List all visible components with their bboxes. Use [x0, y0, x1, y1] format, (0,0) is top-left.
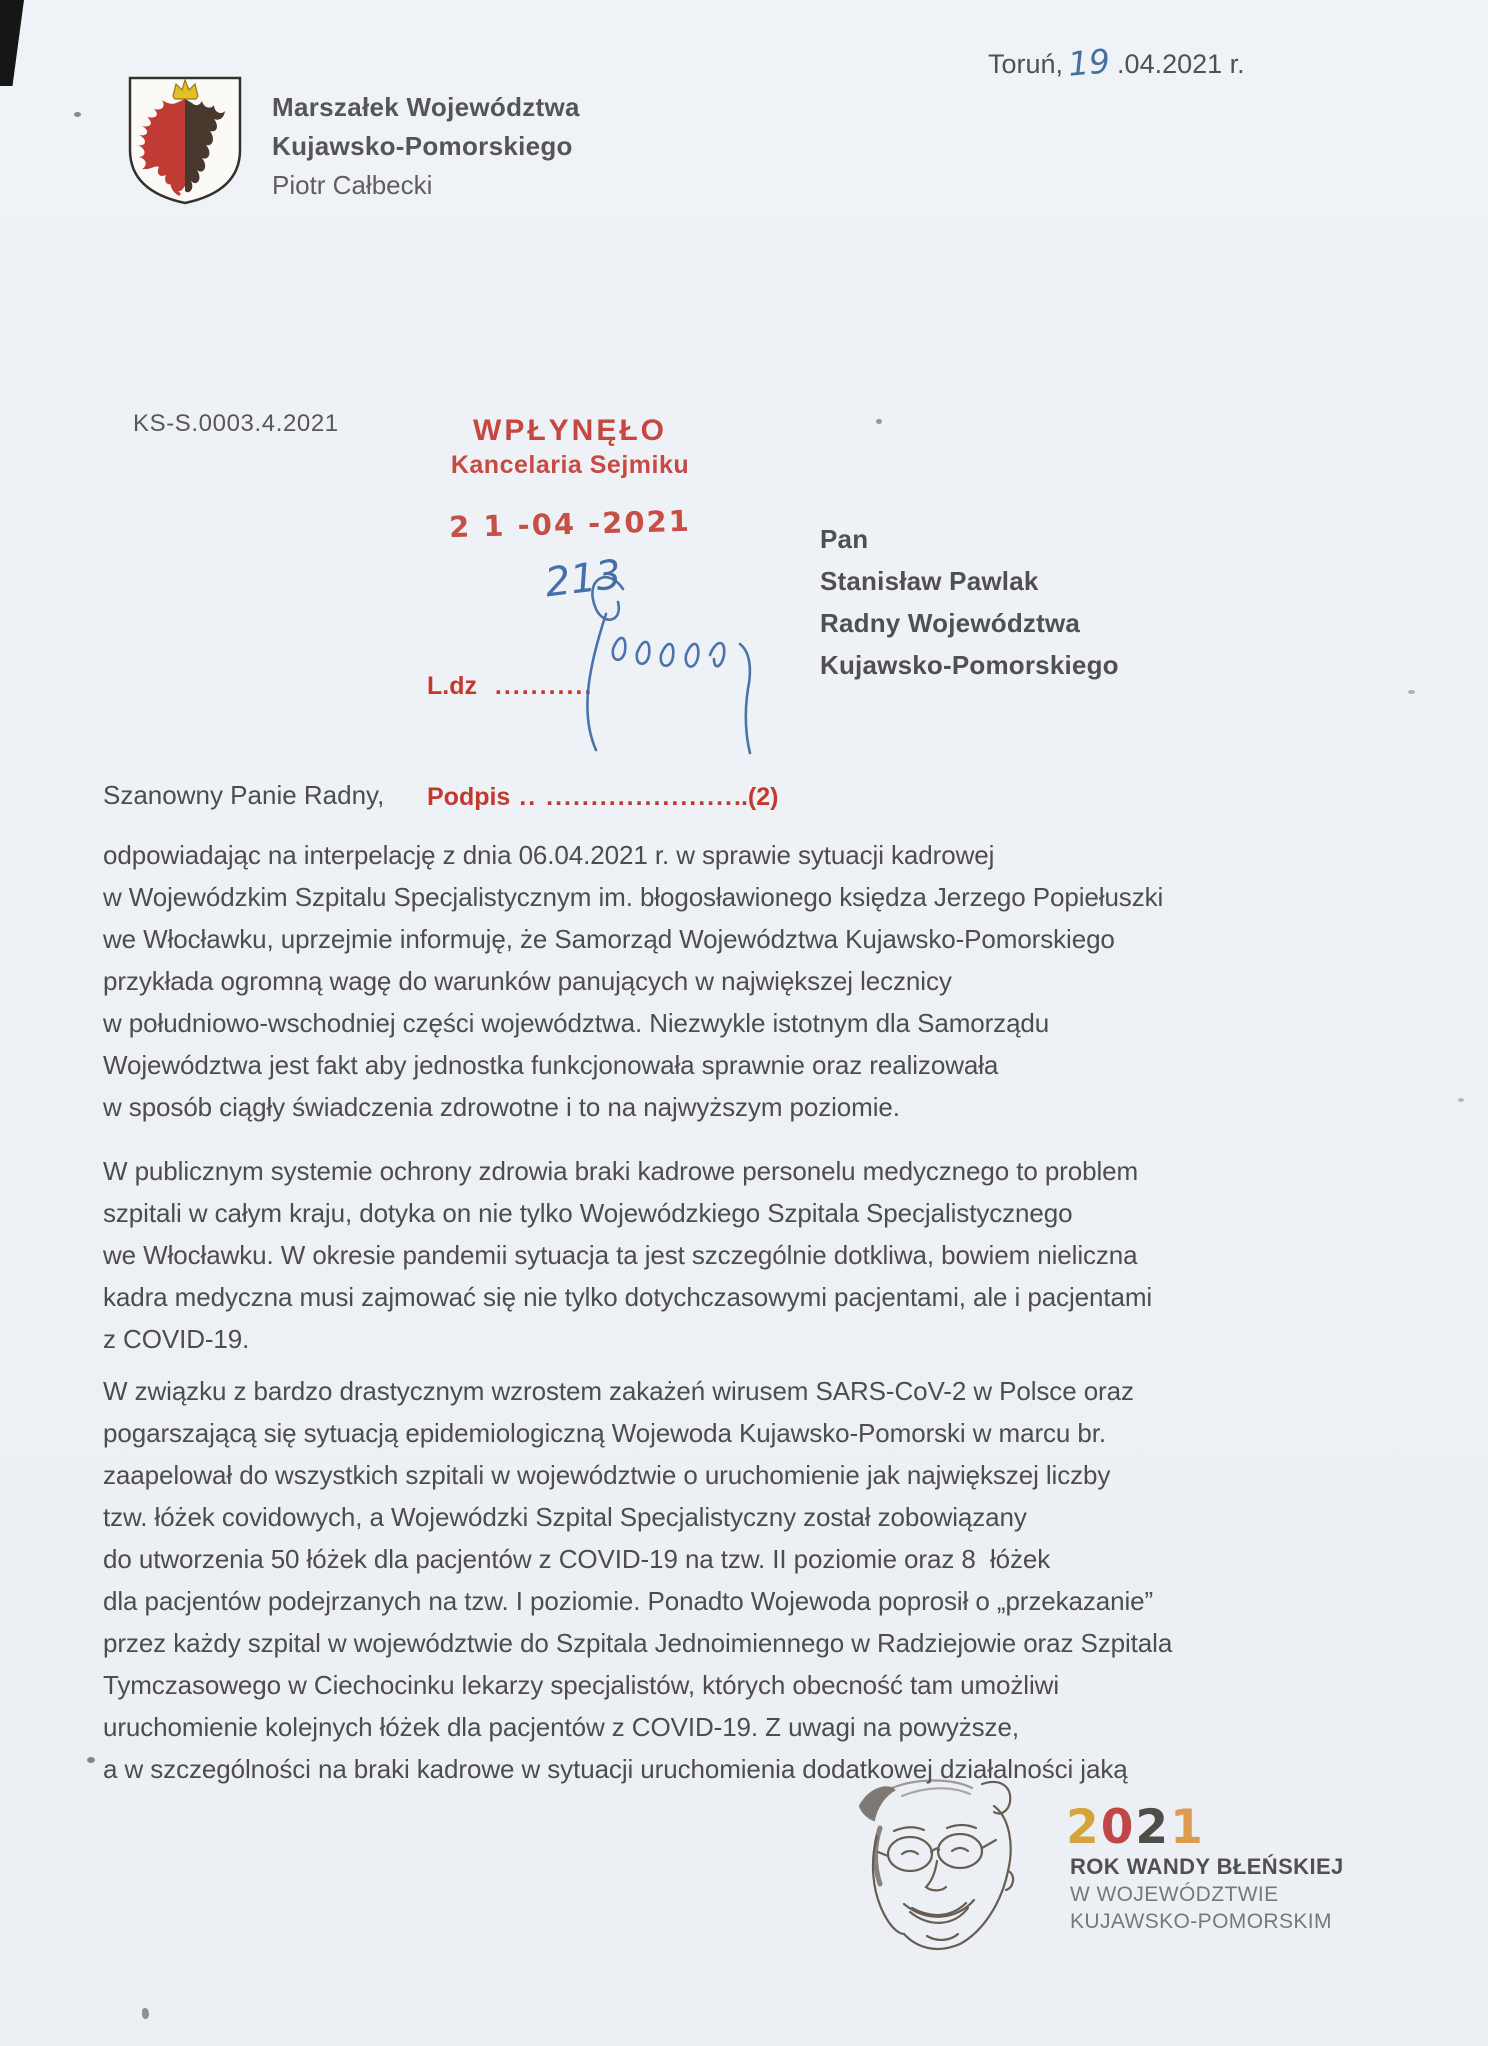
stamp-received-label: WPŁYNĘŁO — [473, 414, 667, 447]
scan-speck — [1408, 690, 1415, 694]
text-line: odpowiadając na interpelację z dnia 06.04.2021 r. w sprawie sytuacji kadrowej — [103, 840, 995, 870]
text-line: w południowo-wschodniej części województwa. Niezwykle istotnym dla Samorządu — [103, 1008, 1050, 1038]
handwritten-number: 213 — [542, 551, 624, 607]
year-digit: 0 — [1100, 1800, 1136, 1855]
stamp-office-label: Kancelaria Sejmiku — [450, 451, 690, 479]
text-line: we Włocławku. W okresie pandemii sytuacja ta jest szczególnie dotkliwa, bowiem nieliczna — [103, 1240, 1138, 1270]
ldz-dots: ........... — [477, 672, 594, 700]
text-line: z COVID-19. — [103, 1324, 250, 1354]
podpis-dots: .. ..................... — [510, 783, 734, 811]
text-line: szpitali w całym kraju, dotyka on nie tylko Wojewódzkiego Szpitala Specjalistycznego — [103, 1198, 1073, 1228]
logo-subtitle-1: W WOJEWÓDZTWIE — [1070, 1883, 1279, 1906]
intake-stamp — [420, 414, 720, 545]
text-line: W związku z bardzo drastycznym wzrostem zakażeń wirusem SARS-CoV-2 w Polsce oraz — [103, 1376, 1134, 1406]
text-line: Pan — [820, 524, 869, 554]
text-line: w sposób ciągły świadczenia zdrowotne i to na najwyższym poziomie. — [103, 1092, 900, 1122]
scan-artifact-corner — [0, 0, 24, 86]
stamp-date: 2 1 -04 -2021 — [448, 503, 692, 545]
date-rest: .04.2021 r. — [1117, 49, 1245, 79]
sender-title-line2: Kujawsko-Pomorskiego — [272, 131, 573, 161]
text-line: a w szczególności na braki kadrowe w sytuacji uruchomienia dodatkowej działalności jaką — [103, 1754, 1128, 1784]
date-line — [988, 41, 1245, 84]
scan-speck — [142, 2008, 149, 2019]
wanda-blenska-sketch-icon — [832, 1776, 1047, 1971]
handwritten-day: 19 — [1066, 41, 1112, 84]
recipient-block — [820, 518, 1119, 686]
signature-scribble-icon — [528, 574, 798, 756]
scan-speck — [87, 1757, 95, 1763]
text-line: Stanisław Pawlak — [820, 566, 1039, 596]
body-paragraph-2 — [103, 1150, 1152, 1360]
scan-speck — [876, 419, 882, 424]
sender-block — [272, 88, 580, 205]
reference-number: KS-S.0003.4.2021 — [133, 410, 339, 437]
year-digit: 2 — [1066, 1800, 1101, 1855]
copy-note: ..(2) — [734, 783, 779, 811]
text-line: Tymczasowego w Ciechocinku lekarzy specjalistów, których obecność tam umożliwi — [103, 1670, 1060, 1700]
text-line: przez każdy szpital w województwie do Szpitala Jednoimiennego w Radziejowie oraz Szpitala — [103, 1628, 1173, 1658]
text-line: Województwa jest fakt aby jednostka funkcjonowała sprawnie oraz realizowała — [103, 1050, 999, 1080]
date-city: Toruń, — [988, 49, 1064, 79]
body-paragraph-3 — [103, 1370, 1172, 1790]
year-2021 — [1066, 1800, 1205, 1855]
text-line: we Włocławku, uprzejmie informuję, że Samorząd Województwa Kujawsko-Pomorskiego — [103, 924, 1115, 954]
scan-speck — [1458, 1098, 1464, 1102]
text-line: tzw. łóżek covidowych, a Wojewódzki Szpital Specjalistyczny został zobowiązany — [103, 1502, 1027, 1532]
podpis-row — [427, 779, 778, 816]
text-line: kadra medyczna musi zajmować się nie tylko dotychczasowymi pacjentami, ale i pacjentami — [103, 1282, 1153, 1312]
logo-subtitle-2: KUJAWSKO-POMORSKIM — [1070, 1910, 1332, 1933]
podpis-label: Podpis — [427, 783, 511, 811]
text-line: przykłada ogromną wagę do warunków panujących w największej lecznicy — [103, 966, 952, 996]
sender-name: Piotr Całbecki — [272, 170, 433, 200]
ldz-label: L.dz — [427, 672, 477, 700]
logo-title: ROK WANDY BŁEŃSKIEJ — [1070, 1854, 1344, 1879]
text-line: pogarszającą się sytuacją epidemiologiczną Wojewoda Kujawsko-Pomorski w marcu br. — [103, 1418, 1106, 1448]
year-digit: 2 — [1135, 1800, 1171, 1855]
body-paragraph-1 — [103, 834, 1163, 1128]
text-line: dla pacjentów podejrzanych na tzw. I poziomie. Ponadto Wojewoda poprosił o „przekazanie” — [103, 1586, 1154, 1616]
text-line: Radny Województwa — [820, 608, 1081, 638]
year-digit: 1 — [1170, 1800, 1205, 1855]
text-line: uruchomienie kolejnych łóżek dla pacjentów z COVID-19. Z uwagi na powyższe, — [103, 1712, 1019, 1742]
scan-speck — [74, 112, 81, 117]
coat-of-arms-icon — [126, 74, 244, 206]
sender-title-line1: Marszałek Województwa — [272, 92, 580, 122]
salutation: Szanowny Panie Radny, — [103, 780, 385, 810]
text-line: do utworzenia 50 łóżek dla pacjentów z COVID-19 na tzw. II poziomie oraz 8 łóżek — [103, 1544, 1051, 1574]
text-line: w Wojewódzkim Szpitalu Specjalistycznym im. błogosławionego księdza Jerzego Popiełuszki — [103, 882, 1164, 912]
text-line: Kujawsko-Pomorskiego — [820, 650, 1119, 680]
text-line: zaapelował do wszystkich szpitali w województwie o uruchomienie jak największej liczby — [103, 1460, 1111, 1490]
text-line: W publicznym systemie ochrony zdrowia braki kadrowe personelu medycznego to problem — [103, 1156, 1139, 1186]
